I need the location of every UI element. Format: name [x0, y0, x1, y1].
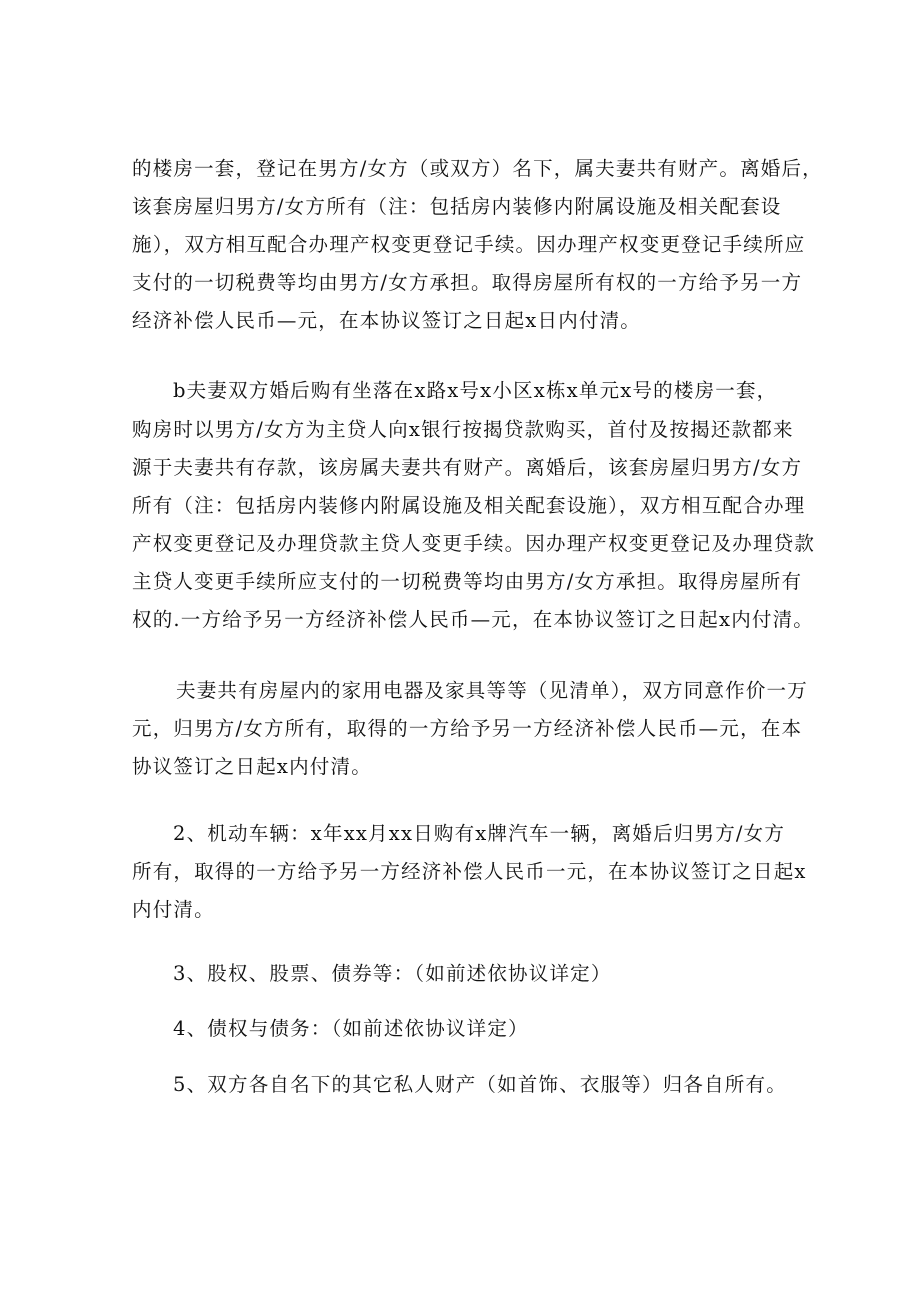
- text-line: 所有，取得的一方给予另一方经济补偿人民币一元，在本协议签订之日起x: [132, 860, 807, 883]
- text-line: 元，归男方/女方所有，取得的一方给予另一方经济补偿人民币—元，在本: [132, 717, 803, 740]
- text-line: 该套房屋归男方/女方所有（注：包括房内装修内附属设施及相关配套设: [132, 195, 782, 218]
- text-line: 5、双方各自名下的其它私人财产（如首饰、衣服等）归各自所有。: [173, 1073, 787, 1096]
- text-line: 支付的一切税费等均由男方/女方承担。取得房屋所有权的一方给予另一方: [132, 271, 803, 294]
- text-line: 主贷人变更手续所应支付的一切税费等均由男方/女方承担。取得房屋所有: [132, 570, 803, 593]
- text-line: 经济补偿人民币—元，在本协议签订之日起x日内付清。: [132, 309, 641, 332]
- text-line: 所有（注：包括房内装修内附属设施及相关配套设施），双方相互配合办理: [132, 494, 806, 517]
- text-line: 协议签订之日起x内付清。: [132, 755, 372, 778]
- text-line: 源于夫妻共有存款，该房属夫妻共有财产。离婚后，该套房屋归男方/女方: [132, 456, 803, 479]
- text-line: 2、机动车辆：x年xx月xx日购有x牌汽车一辆，离婚后归男方/女方: [173, 822, 786, 845]
- text-line: 夫妻共有房屋内的家用电器及家具等等（见清单），双方同意作价一万: [176, 679, 808, 702]
- text-line: 权的.一方给予另一方经济补偿人民币—元，在本协议签订之日起x内付清。: [132, 608, 814, 631]
- text-line: 购房时以男方/女方为主贷人向x银行按揭贷款购买，首付及按揭还款都来: [132, 418, 794, 441]
- text-line: 4、债权与债务：（如前述依协议详定）: [173, 1017, 529, 1040]
- text-line: 3、股权、股票、债券等：（如前述依协议详定）: [173, 962, 612, 985]
- text-line: 内付清。: [132, 898, 215, 921]
- text-line: b夫妻双方婚后购有坐落在x路x号x小区x栋x单元x号的楼房一套，: [173, 379, 778, 402]
- text-line: 的楼房一套，登记在男方/女方（或双方）名下，属夫妻共有财产。离婚后，: [132, 157, 823, 180]
- text-line: 产权变更登记及办理贷款主贷人变更手续。因办理产权变更登记及办理贷款: [132, 532, 816, 555]
- text-line: 施），双方相互配合办理产权变更登记手续。因办理产权变更登记手续所应: [132, 233, 806, 256]
